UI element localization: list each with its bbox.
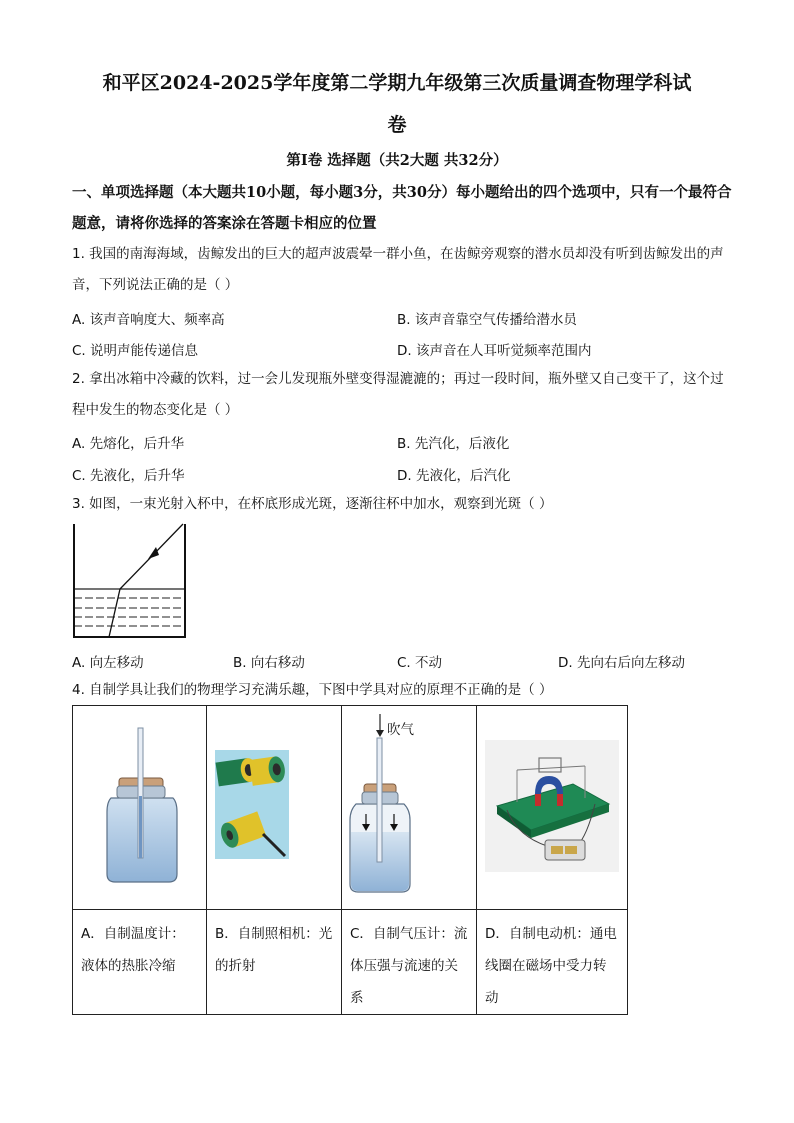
- blow-label: 吹气: [387, 722, 414, 738]
- question-2-option-c: C. 先液化，后升华: [72, 468, 185, 484]
- question-3-stem: 3. 如图，一束光射入杯中，在杯底形成光斑，逐渐往杯中加水，观察到光斑（ ）: [72, 496, 553, 512]
- question-4-table: [72, 705, 628, 1015]
- question-2-option-d: D. 先液化，后汽化: [397, 468, 511, 484]
- section-heading: 第Ⅰ卷 选择题（共2大题 共32分）: [286, 152, 508, 169]
- cup-light-diagram: [70, 522, 190, 640]
- exam-title-continued: 卷: [387, 114, 407, 136]
- question-1-option-c: C. 说明声能传递信息: [72, 343, 199, 359]
- question-3-option-c: C. 不动: [397, 655, 443, 671]
- question-3-option-b: B. 向右移动: [233, 655, 305, 671]
- motor-image: [477, 706, 628, 910]
- question-3-option-a: A. 向左移动: [72, 655, 144, 671]
- barometer-image: [342, 706, 477, 910]
- question-1-option-d: D. 该声音在人耳听觉频率范围内: [397, 343, 592, 359]
- exam-title: 和平区2024-2025学年度第二学期九年级第三次质量调查物理学科试: [102, 72, 692, 94]
- instructions: 一、单项选择题（本大题共10小题，每小题3分，共30分）每小题给出的四个选项中，只有一个最符合题意，请将你选择的答案涂在答题卡相应的位置: [72, 184, 732, 232]
- thermometer-image: [73, 706, 207, 910]
- question-2-stem: 2. 拿出冰箱中冷藏的饮料，过一会儿发现瓶外壁变得湿漉漉的；再过一段时间，瓶外壁又自己变干了，这个过程中发生的物态变化是（ ）: [72, 371, 724, 418]
- question-4-stem: 4. 自制学具让我们的物理学习充满乐趣，下图中学具对应的原理不正确的是（ ）: [72, 682, 553, 698]
- caption-b: B．自制照相机：光的折射: [207, 910, 342, 1015]
- question-2-option-a: A. 先熔化，后升华: [72, 436, 185, 452]
- caption-d: D．自制电动机：通电线圈在磁场中受力转动: [477, 910, 628, 1015]
- question-1-option-a: A. 该声音响度大、频率高: [72, 312, 225, 328]
- question-1-option-b: B. 该声音靠空气传播给潜水员: [397, 312, 577, 328]
- camera-image: [207, 706, 342, 910]
- question-3-option-d: D. 先向右后向左移动: [558, 655, 685, 671]
- question-1-stem: 1. 我国的南海海域，齿鲸发出的巨大的超声波震晕一群小鱼，在齿鲸旁观察的潜水员却没有听到齿鲸发出的声音，下列说法正确的是（ ）: [72, 246, 724, 293]
- question-2-option-b: B. 先汽化，后液化: [397, 436, 510, 452]
- caption-c: C．自制气压计：流体压强与流速的关系: [342, 910, 477, 1015]
- caption-a: A．自制温度计：液体的热胀冷缩: [73, 910, 207, 1015]
